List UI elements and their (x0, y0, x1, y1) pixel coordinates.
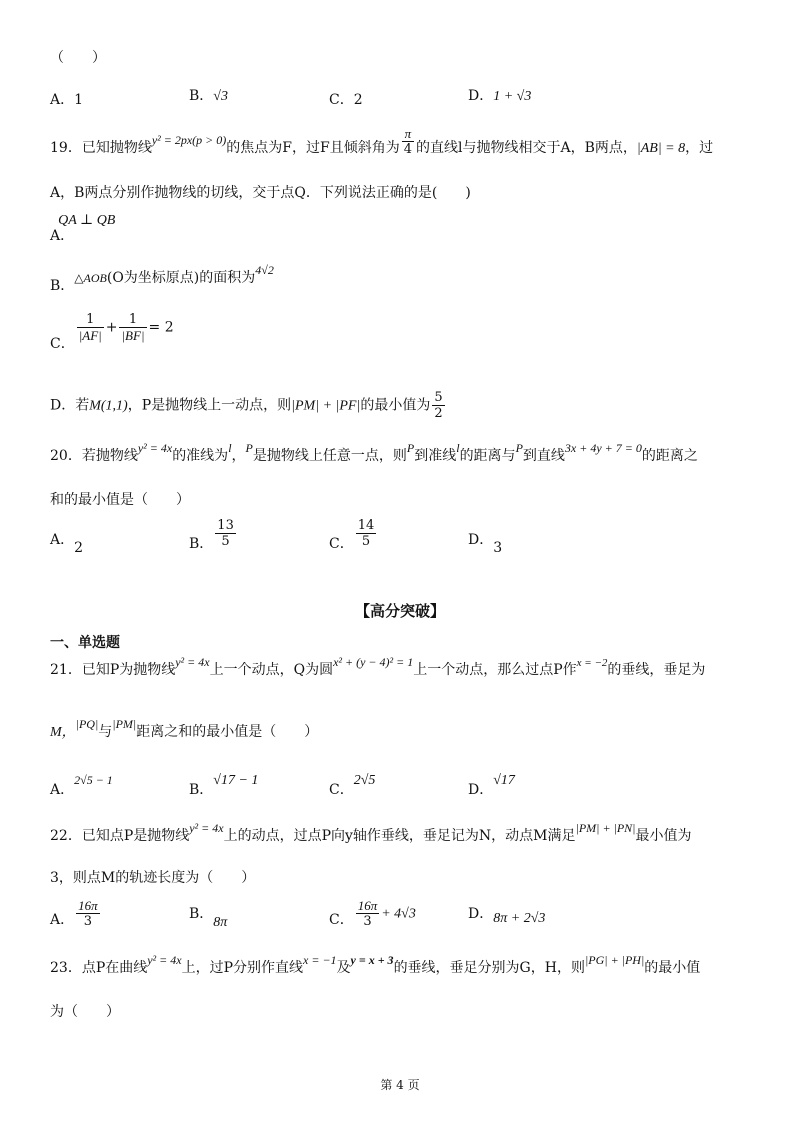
section-subtitle: 一、单选题 (50, 635, 120, 651)
q20-option-c: C． $\frac{14}{5}$ (329, 518, 375, 552)
question-22-line-1: 22．已知点P是抛物线y² = 4x上的动点，过点P向y轴作垂线，垂足记为N，动点M满足|PM| + |PN|最小值为 (50, 821, 692, 844)
q20-option-b: B． $\frac{13}{5}$ (189, 518, 234, 552)
prev-question-paren: （ ） (50, 50, 106, 66)
q19-option-c: C． $\frac{1}{|AF|}$ + $\frac{1}{|BF|}$ = 2 (50, 312, 174, 352)
question-22-line-2: 3，则点M的轨迹长度为（ ） (50, 870, 256, 886)
q21-option-b: B．√17 − 1 (189, 773, 259, 798)
q20-option-d: D．3 (468, 532, 503, 556)
section-title: 【高分突破】 (354, 602, 445, 620)
question-20-line-2: 和的最小值是（ ） (50, 492, 190, 508)
q19-option-d: D．若M(1,1)，P是抛物线上一动点，则|PM| + |PF|的最小值为 $\frac{5}{2}$ (50, 390, 443, 421)
q20-option-a: A．2 (50, 532, 84, 556)
question-21-line-1: 21．已知P为抛物线y² = 4x上一个动点，Q为圆x² + (y − 4)² = 1上一个动点，那么过点P作$^{x = -2}$的垂线，垂足为 (50, 655, 706, 678)
page-number: 第 4 页 (380, 1078, 420, 1092)
q21-option-c: C．2√5 (329, 773, 376, 798)
question-23-line-2: 为（ ） (50, 1004, 120, 1020)
question-21-line-2: M，|PQ|与|PM|距离之和的最小值是（ ） (50, 717, 319, 740)
option-a: A．1 (50, 92, 84, 108)
q22-option-a: A． $\frac{16\pi}{3}$ (50, 898, 98, 929)
q19-option-b: B．△AOB(O为坐标原点)的面积为4√2 (50, 263, 274, 294)
q22-option-b: B．8π (189, 906, 228, 930)
q21-option-a: A．2√5 − 1 (50, 773, 113, 798)
option-d: D．1 + √3 (468, 88, 532, 104)
q22-option-c: C． $\frac{16\pi}{3}$ + 4√3 (329, 898, 416, 929)
question-20-line-1: 20．若抛物线y² = 4x的准线为l，P是抛物线上任意一点，则P到准线l的距离与P到直线3x + 4y + 7 = 0的距离之 (50, 441, 698, 464)
option-b: B．√3 (189, 88, 228, 104)
question-19-line-2: A，B两点分别作抛物线的切线，交于点Q．下列说法正确的是( ) (50, 185, 471, 201)
q22-option-d: D．8π + 2√3 (468, 906, 546, 926)
question-19-line-1: 19．已知抛物线y² = 2px(p > 0)的焦点为F，过F且倾斜角为 $\frac{\pi}{4}$ 的直线l与抛物线相交于A，B两点，|AB| = 8，过 (50, 125, 714, 157)
q19-option-a: A．QA ⊥ QB (50, 213, 116, 244)
question-23-line-1: 23．点P在曲线y² = 4x上，过P分别作直线x = −1及y = x + 3的垂线，垂足分别为G，H，则|PG| + |PH|的最小值 (50, 953, 701, 976)
q21-option-d: D．√17 (468, 773, 515, 798)
option-c: C．2 (329, 92, 363, 108)
